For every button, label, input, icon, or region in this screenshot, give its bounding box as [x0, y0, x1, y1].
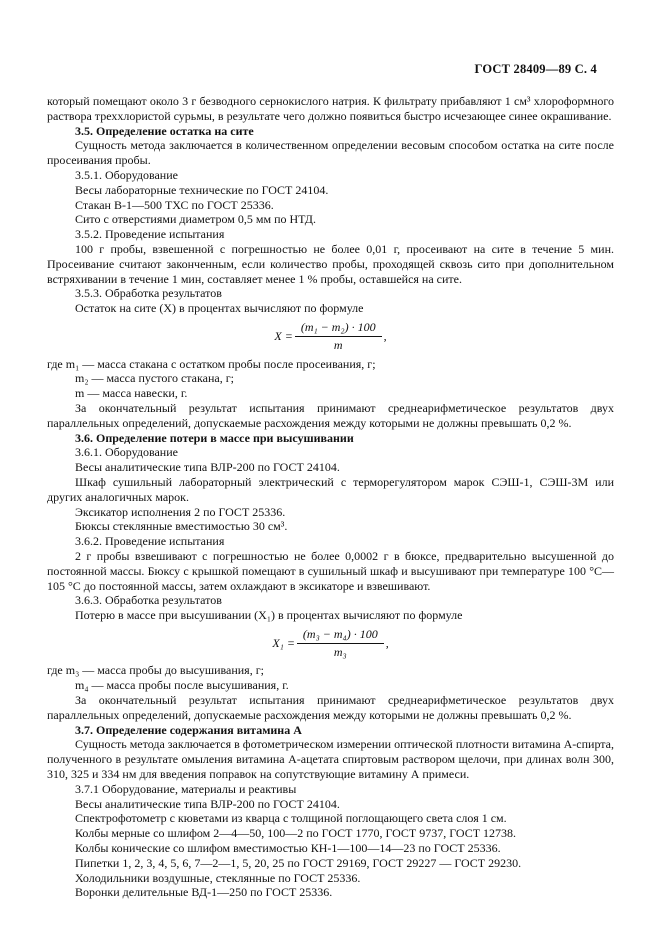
formula-denominator: m	[333, 337, 343, 352]
equipment-item: Холодильники воздушные, стеклянные по ГОСТ 25336.	[75, 870, 361, 885]
paragraph: Сущность метода заключается в фотометрическом измерении оптической плотности витамина А-спирта, полученного в результате омыления витамина А-ацетата спиртовым раствором щелочи, при длинах волн 300, 310, 325 и 334 нм для введения поправок на сопутствующие витамину А примеси.	[47, 737, 614, 782]
variable-definition: где m₃ — масса пробы до высушивания, г;	[47, 663, 264, 678]
formula-drying-loss	[47, 627, 614, 660]
paragraph: 100 г пробы, взвешенной с погрешностью не более 0,01 г, просеивают на сите в течение 5 мин. Просеивание считают законченным, если количество пробы, проходящей сквозь сито при дополнительном встряхивании в течение 1 мин, составляет менее 1 % пробы, оставшейся на сите.	[47, 241, 614, 286]
equipment-item: Бюксы стеклянные вместимостью 30 см³.	[75, 519, 288, 534]
equipment-item: Весы аналитические типа ВЛР-200 по ГОСТ 24104.	[75, 460, 340, 475]
subsection-heading-3-5-1: 3.5.1. Оборудование	[75, 167, 178, 182]
equipment-item: Пипетки 1, 2, 3, 4, 5, 6, 7—2—1, 5, 20, 25 по ГОСТ 29169, ГОСТ 29227 — ГОСТ 29230.	[75, 855, 522, 870]
formula-denominator: m₃	[333, 644, 347, 659]
equipment-item: Воронки делительные ВД-1—250 по ГОСТ 25336.	[75, 885, 333, 900]
formula-lhs: X =	[274, 328, 293, 343]
page-header: ГОСТ 28409—89 С. 4	[474, 62, 597, 76]
paragraph: 2 г пробы взвешивают с погрешностью не более 0,0002 г в бюксе, предварительно высушенной до постоянной массы. Бюксу с крышкой помещают в сушильный шкаф и высушивают при температуре 100 °С—105 °С до постоянной массы, затем охлаждают в эксикаторе и взвешивают.	[47, 548, 614, 593]
document-body	[47, 94, 614, 900]
paragraph: Остаток на сите (X) в процентах вычисляют по формуле	[75, 301, 364, 316]
formula-numerator: (m₃ − m₄) · 100	[297, 627, 384, 644]
equipment-item: Сито с отверстиями диаметром 0,5 мм по НТД.	[75, 212, 316, 227]
equipment-item: Шкаф сушильный лабораторный электрический с терморегулятором марок СЭШ-1, СЭШ-3М или других аналогичных марок.	[47, 474, 614, 504]
paragraph: Потерю в массе при высушивании (X₁) в процентах вычисляют по формуле	[75, 608, 463, 623]
equipment-item: Весы лабораторные технические по ГОСТ 24104.	[75, 182, 329, 197]
paragraph: За окончательный результат испытания принимают среднеарифметическое результатов двух параллельных определений, допускаемые расхождения между которыми не должны превышать 0,2 %.	[47, 693, 614, 722]
section-heading-3-5: 3.5. Определение остатка на сите	[75, 123, 254, 138]
variable-definition: m₂ — масса пустого стакана, г;	[75, 371, 234, 386]
paragraph: Сущность метода заключается в количественном определении весовым способом остатка на сите после просеивания пробы.	[47, 138, 614, 168]
subsection-heading-3-5-2: 3.5.2. Проведение испытания	[75, 227, 225, 242]
paragraph: который помещают около 3 г безводного сернокислого натрия. К фильтрату прибавляют 1 см³ хлороформного раствора треххлористой сурьмы, в результате чего должно появиться быстро исчезающее синее окрашивание.	[47, 94, 614, 123]
equipment-item: Колбы конические со шлифом вместимостью КН-1—100—14—23 по ГОСТ 25336.	[75, 841, 501, 856]
subsection-heading-3-5-3: 3.5.3. Обработка результатов	[75, 286, 222, 301]
formula-end: ,	[383, 328, 387, 343]
formula-fraction	[297, 627, 384, 660]
equipment-item: Стакан В-1—500 ТХС по ГОСТ 25336.	[75, 197, 274, 212]
formula-residue	[47, 320, 614, 353]
subsection-heading-3-7-1: 3.7.1 Оборудование, материалы и реактивы	[75, 781, 297, 796]
variable-definition: m₄ — масса пробы после высушивания, г.	[75, 678, 289, 693]
equipment-item: Эксикатор исполнения 2 по ГОСТ 25336.	[75, 504, 286, 519]
formula-lhs: X₁ =	[272, 635, 295, 650]
section-heading-3-6: 3.6. Определение потери в массе при высушивании	[75, 430, 354, 445]
formula-fraction	[295, 320, 382, 353]
formula-end: ,	[385, 635, 389, 650]
subsection-heading-3-6-1: 3.6.1. Оборудование	[75, 445, 178, 460]
paragraph: За окончательный результат испытания принимают среднеарифметическое результатов двух параллельных определений, допускаемые расхождения между которыми не должны превышать 0,2 %.	[47, 400, 614, 430]
subsection-heading-3-6-3: 3.6.3. Обработка результатов	[75, 593, 222, 608]
equipment-item: Весы аналитические типа ВЛР-200 по ГОСТ 24104.	[75, 796, 340, 811]
variable-definition: m — масса навески, г.	[75, 386, 188, 401]
section-heading-3-7: 3.7. Определение содержания витамина А	[75, 722, 302, 737]
variable-definition: где m₁ — масса стакана с остатком пробы после просеивания, г;	[47, 356, 376, 371]
equipment-item: Колбы мерные со шлифом 2—4—50, 100—2 по ГОСТ 1770, ГОСТ 9737, ГОСТ 12738.	[75, 826, 517, 841]
subsection-heading-3-6-2: 3.6.2. Проведение испытания	[75, 534, 225, 549]
formula-numerator: (m₁ − m₂) · 100	[295, 320, 382, 337]
equipment-item: Спектрофотометр с кюветами из кварца с толщиной поглощающего света слоя 1 см.	[75, 811, 507, 826]
